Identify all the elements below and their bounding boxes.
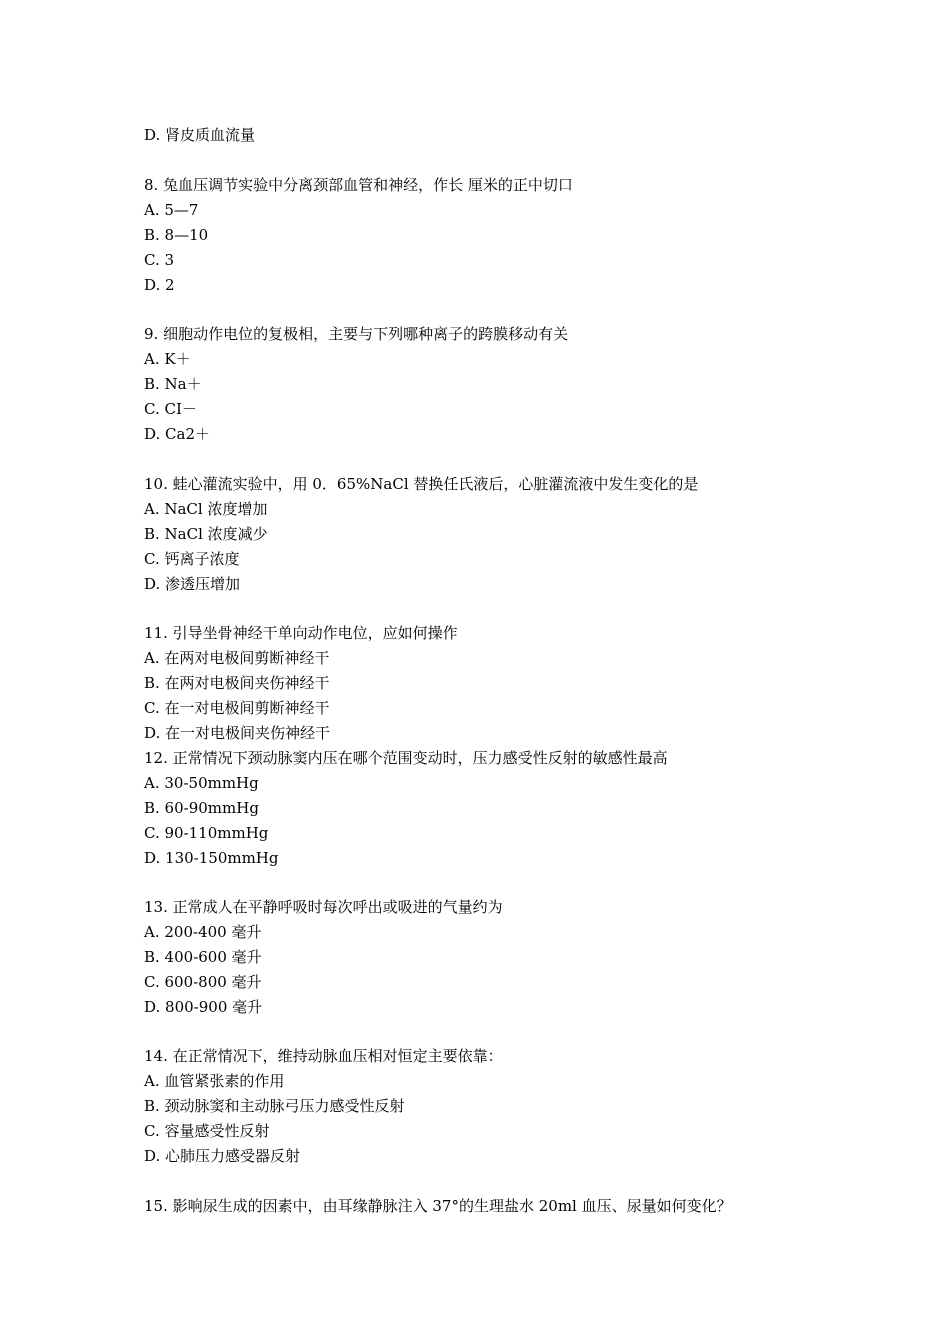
question-text: 9. 细胞动作电位的复极相，主要与下列哪种离子的跨膜移动有关	[144, 325, 569, 343]
option-d: D. Ca2＋	[144, 425, 210, 443]
option-c: C. 3	[144, 251, 175, 269]
option-c: C. 600-800 毫升	[144, 973, 262, 991]
question-text: 12. 正常情况下颈动脉窦内压在哪个范围变动时，压力感受性反射的敏感性最高	[144, 749, 668, 767]
option-a: A. 在两对电极间剪断神经干	[144, 649, 330, 667]
option-d: D. 渗透压增加	[144, 575, 241, 593]
option-b: B. 8—10	[144, 226, 209, 244]
option-a: A. NaCl 浓度增加	[144, 500, 268, 518]
question-text: 10. 蛙心灌流实验中，用 0．65%NaCl 替换任氏液后，心脏灌流液中发生变化的是	[144, 475, 699, 493]
option-a: A. 200-400 毫升	[144, 923, 262, 941]
question-text: 11. 引导坐骨神经干单向动作电位，应如何操作	[144, 624, 458, 642]
option-c: C. 容量感受性反射	[144, 1122, 270, 1140]
option-b: B. 在两对电极间夹伤神经干	[144, 674, 330, 692]
option-b: B. 60-90mmHg	[144, 799, 259, 817]
option-d: D. 心肺压力感受器反射	[144, 1147, 301, 1165]
option-d: D. 在一对电极间夹伤神经干	[144, 724, 331, 742]
option-a: A. 血管紧张素的作用	[144, 1072, 285, 1090]
option-b: B. 颈动脉窦和主动脉弓压力感受性反射	[144, 1097, 405, 1115]
option-d: D. 2	[144, 276, 175, 294]
question-text: 8. 兔血压调节实验中分离颈部血管和神经，作长 厘米的正中切口	[144, 176, 573, 194]
question-text: 15. 影响尿生成的因素中，由耳缘静脉注入 37°的生理盐水 20ml 血压、尿量如何变化？	[144, 1197, 732, 1215]
option-b: B. Na＋	[144, 375, 202, 393]
option-b: B. 400-600 毫升	[144, 948, 262, 966]
option-c: C. 在一对电极间剪断神经干	[144, 699, 330, 717]
option-c: C. 90-110mmHg	[144, 824, 269, 842]
option-c: C. CI－	[144, 400, 197, 418]
option-a: A. 30-50mmHg	[144, 774, 259, 792]
option-a: A. K＋	[144, 350, 191, 368]
option-c: C. 钙离子浓度	[144, 550, 240, 568]
option-d: D. 130-150mmHg	[144, 849, 279, 867]
question-text: 13. 正常成人在平静呼吸时每次呼出或吸进的气量约为	[144, 898, 503, 916]
question-text: 14. 在正常情况下，维持动脉血压相对恒定主要依靠：	[144, 1047, 503, 1065]
option-b: B. NaCl 浓度减少	[144, 525, 268, 543]
orphan-option-text: D. 肾皮质血流量	[144, 126, 256, 144]
option-d: D. 800-900 毫升	[144, 998, 263, 1016]
option-a: A. 5—7	[144, 201, 199, 219]
